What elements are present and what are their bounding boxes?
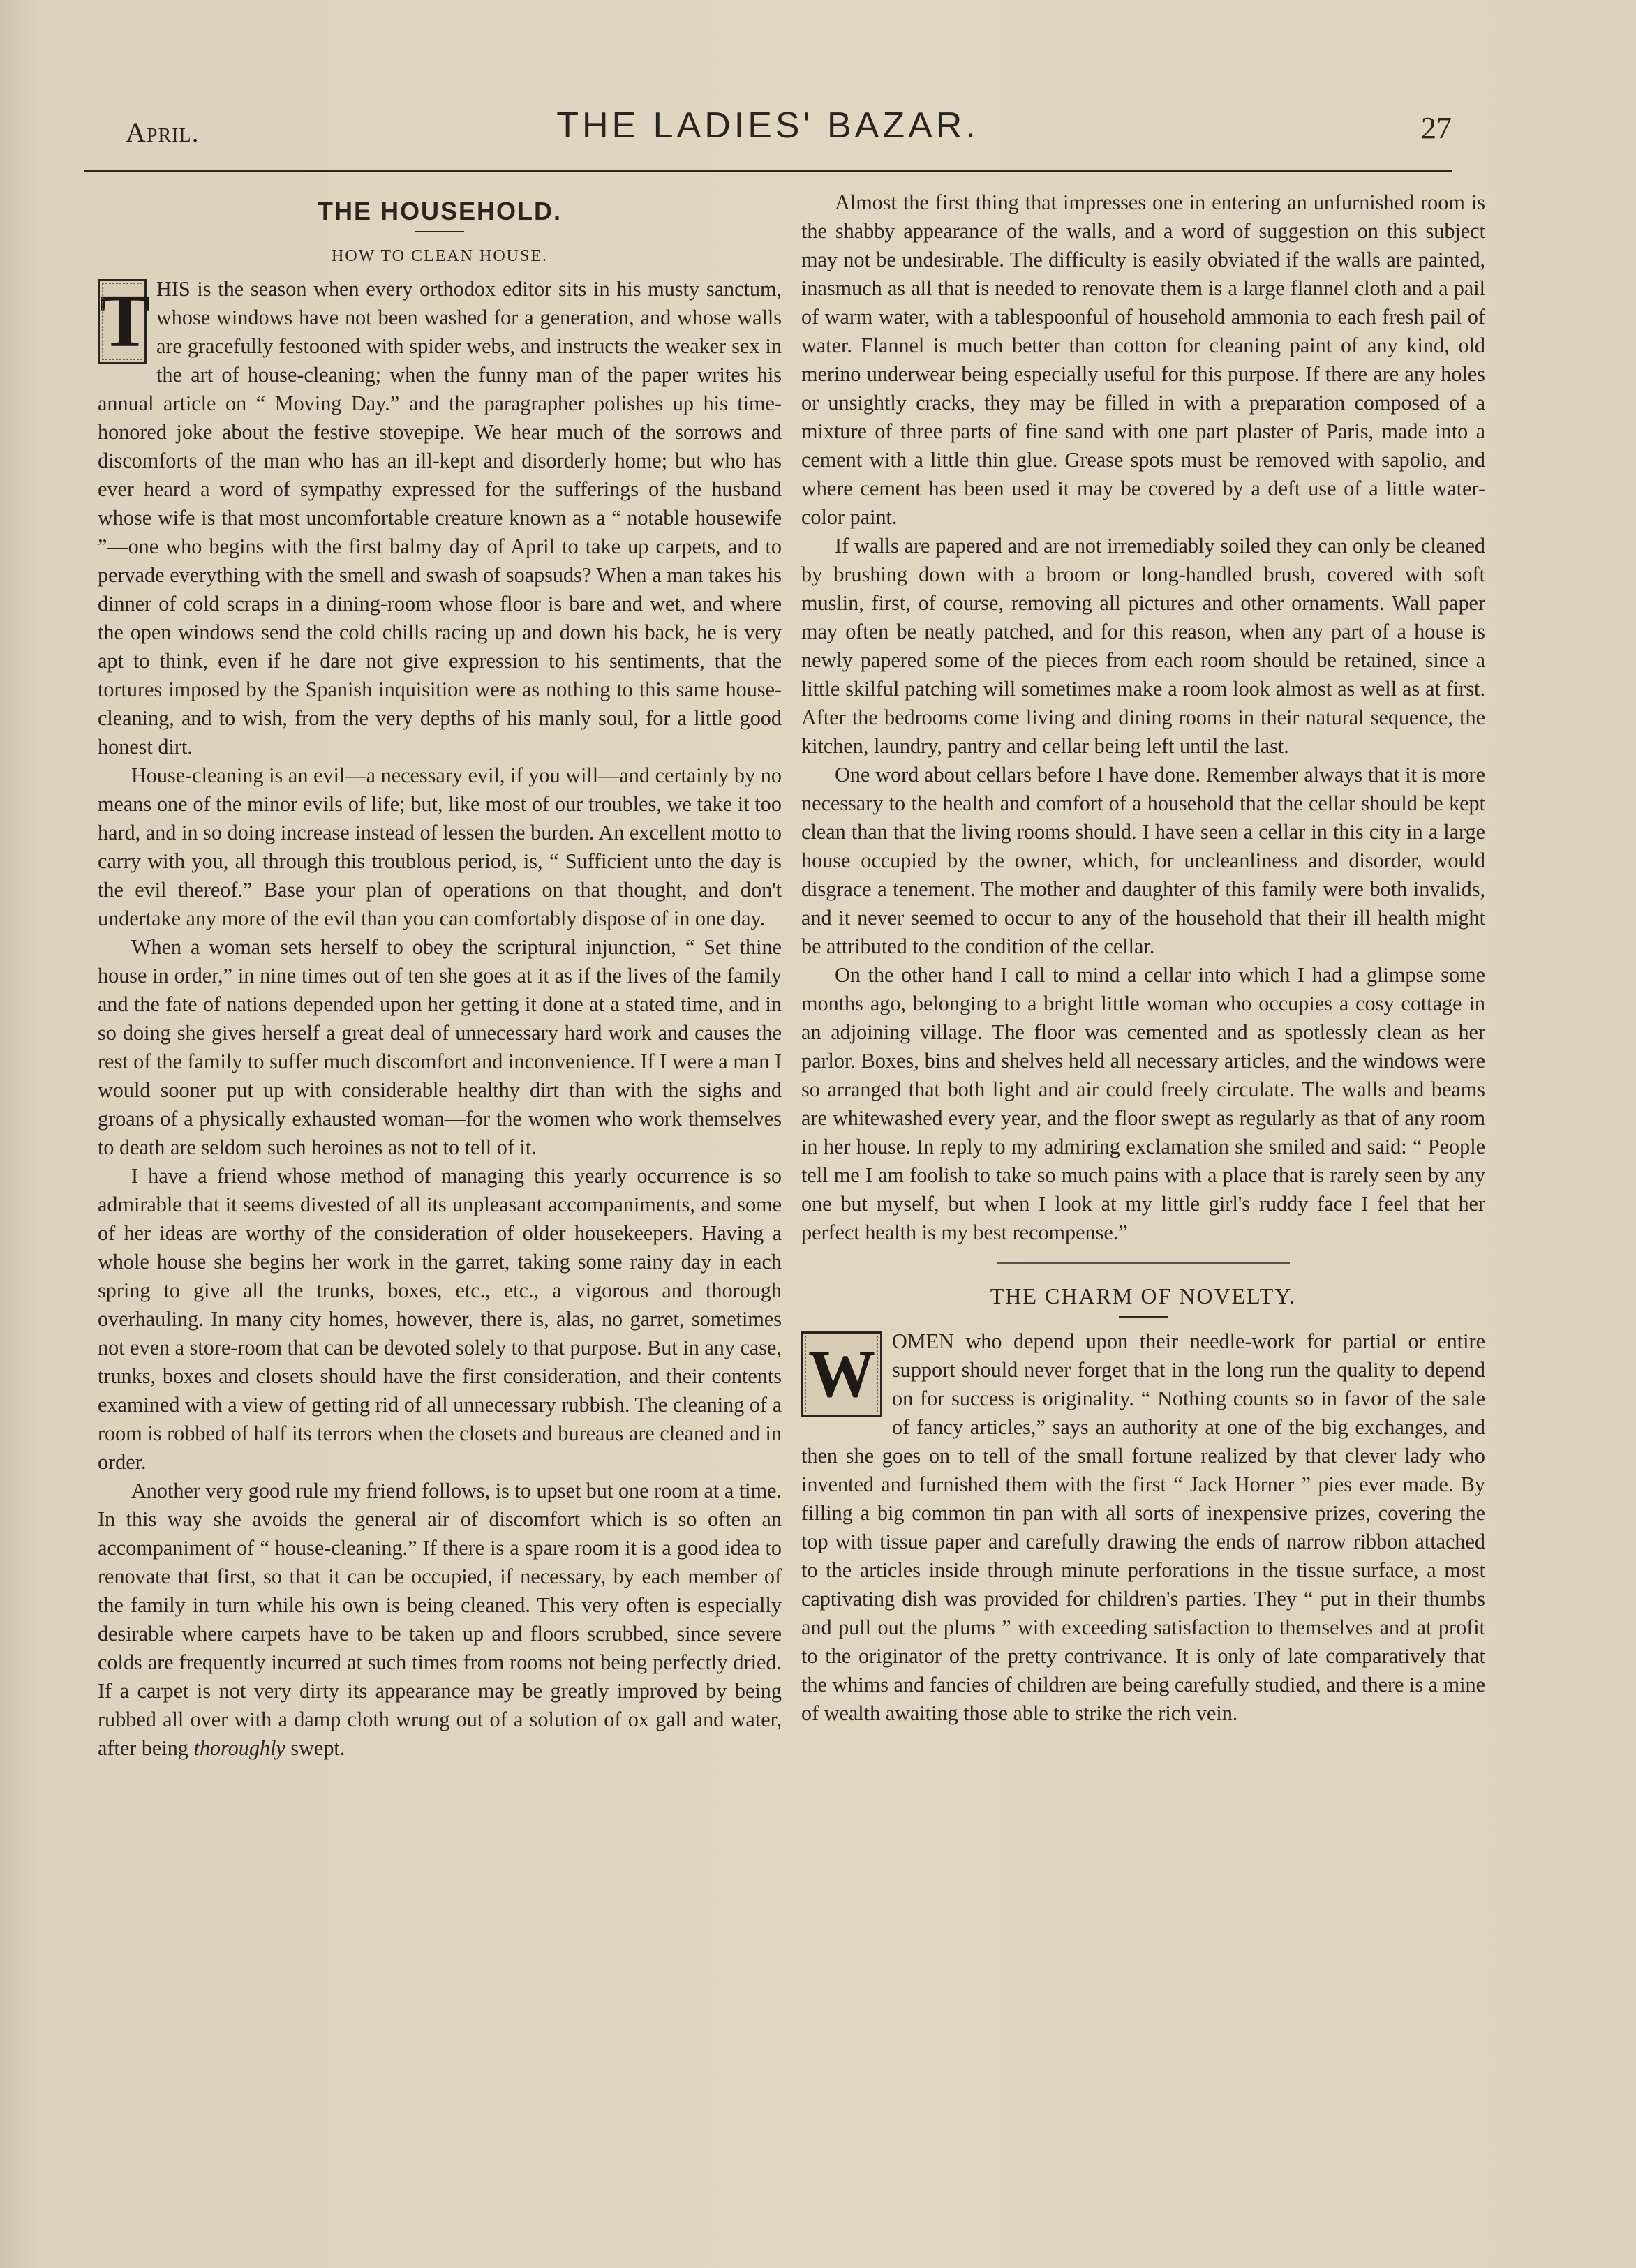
household-paragraph-7: If walls are papered and are not irremediably soiled they can only be cleaned by brushing down with a broom or long-handled brush, covered with soft muslin, first, of course, removing all pictures and other ornaments. Wall paper may often be neatly patched, and for this reason, when any part of a house is newly papered some of the pieces from each room should be retained, since a little skilful patching will sometimes make a room look almost as well as at first. After the bedrooms come living and dining rooms in their natural sequence, the kitchen, laundry, pantry and cellar being left until the last. bbox=[801, 534, 1485, 758]
page-number: 27 bbox=[1421, 111, 1452, 145]
household-title: THE HOUSEHOLD. bbox=[317, 197, 562, 225]
novelty-title: THE CHARM OF NOVELTY. bbox=[990, 1283, 1297, 1308]
right-column bbox=[801, 188, 1485, 1728]
magazine-title: THE LADIES' BAZAR. bbox=[556, 105, 979, 146]
header-rule bbox=[84, 170, 1452, 172]
household-paragraph-8: One word about cellars before I have done. Remember always that it is more necessary to the health and comfort of a household that the cellar should be kept clean than that the living rooms should. I have seen a cellar in this city in a large house occupied by the owner, which, for uncleanliness and disorder, would disgrace a tenement. The mother and daughter of this family were both invalids, and it never seemed to occur to any of the household that their ill health might be attributed to the condition of the cellar. bbox=[801, 763, 1485, 958]
household-paragraph-4: I have a friend whose method of managing this yearly occurrence is so admirable that it seems divested of all its unpleasant accompaniments, and some of her ideas are worthy of the consideration of older housekeepers. Having a whole house she begins her work in the garret, taking some rainy day in each spring to give all the trunks, boxes, etc., etc., a vigorous and thorough overhauling. In many city homes, however, there is, alas, no garret, sometimes not even a store-room that can be devoted solely to that purpose. But in any case, trunks, boxes and closets should have the first consideration, and their contents examined with a view of getting rid of all unnecessary rubbish. The cleaning of a room is robbed of half its terrors when the closets and bureaus are cleaned and in order. bbox=[98, 1164, 782, 1474]
novelty-paragraph: W OMEN who depend upon their needle-work for partial or entire support should never forget that in the long run the quality to depend on for success is originality. “ Nothing counts so in favor of the sale of fancy articles,” says an authority at one of the big exchanges, and then she goes on to tell of the small fortune realized by that clever lady who invented and furnished them with the first “ Jack Horner ” pies ever made. By filling a big common tin pan with all sorts of inexpensive prizes, covering the top with tissue paper and carefully drawing the ends of narrow ribbon attached to the articles inside through minute perforations in the tissue surface, a most captivating dish was provided for children's parties. They “ put in their thumbs and pull out the plums ” with exceeding satisfaction to themselves and at profit to the originator of the pretty contrivance. It is only of late comparatively that the whims and fancies of children are being carefully studied, and there is a mine of wealth awaiting those able to strike the rich vein. bbox=[801, 1329, 1485, 1725]
dropcap-t: T bbox=[98, 279, 147, 364]
dropcap-w: W bbox=[801, 1331, 882, 1417]
household-paragraph-1: T HIS is the season when every orthodox editor sits in his musty sanctum, whose windows have not been washed for a generation, and whose walls are gracefully festooned with spider webs, and instructs the weaker sex in the art of house-cleaning; when the funny man of the paper writes his annual article on “ Moving Day.” and the paragrapher polishes up his time-honored joke about the festive stovepipe. We hear much of the sorrows and discomforts of the man who has an ill-kept and disorderly home; but who has ever heard a word of sympathy expressed for the sufferings of the husband whose wife is that most uncomfortable creature known as a “ notable housewife ”—one who begins with the first balmy day of April to take up carpets, and to pervade everything with the smell and swash of soapsuds? When a man takes his dinner of cold scraps in a dining-room whose floor is bare and wet, and where the open windows send the cold chills racing up and down his back, he is very apt to think, even if he dare not give expression to his sentiments, that the tortures imposed by the Spanish inquisition were as nothing to this same house-cleaning, and to wish, from the very depths of his manly soul, for a little good honest dirt. bbox=[98, 277, 782, 759]
left-column bbox=[98, 188, 782, 1763]
running-head-month: April. bbox=[126, 117, 200, 148]
household-paragraph-6: Almost the first thing that impresses one in entering an unfurnished room is the shabby appearance of the walls, and a word of suggestion on this subject may not be undesirable. The difficulty is easily obviated if the walls are painted, inasmuch as all that is needed to renovate them is a large flannel cloth and a pail of warm water, with a tablespoonful of household ammonia to each fresh pail of water. Flannel is much better than cotton for cleaning paint of any kind, old merino underwear being especially useful for this purpose. If there are any holes or unsightly cracks, they may be filled in with a preparation composed of a mixture of three parts of fine sand with one part plaster of Paris, made into a cement with a little thin glue. Grease spots must be removed with sapolio, and where cement has been used it may be covered by a deft use of a little water-color paint. bbox=[801, 191, 1485, 529]
title-rule bbox=[415, 231, 464, 232]
running-head bbox=[84, 105, 1452, 161]
household-subtitle: HOW TO CLEAN HOUSE. bbox=[331, 247, 548, 265]
household-paragraph-5: Another very good rule my friend follows, is to upset but one room at a time. In this way she avoids the general air of discomfort which is so often an accompaniment of “ house-cleaning.” If there is a spare room it is a good idea to renovate that first, so that it can be occupied, if necessary, by each member of the family in turn while his own is being cleaned. This very often is especially desirable where carpets have to be taken up and floors scrubbed, since severe colds are frequently incurred at such times from rooms not being perfectly dried. If a carpet is not very dirty its appearance may be greatly improved by being rubbed all over with a damp cloth wrung out of a solution of ox gall and water, after being thoroughly swept. bbox=[98, 1479, 782, 1760]
novelty-title-rule bbox=[1119, 1316, 1168, 1318]
household-paragraph-9: On the other hand I call to mind a cellar into which I had a glimpse some months ago, belonging to a bright little woman who occupies a cosy cottage in an adjoining village. The floor was cemented and as spotlessly clean as her parlor. Boxes, bins and shelves held all necessary articles, and the windows were so arranged that both light and air could freely circulate. The walls and beams are whitewashed every year, and the floor swept as regularly as that of any room in her house. In reply to my admiring exclamation she smiled and said: “ People tell me I am foolish to take so much pains with a place that is rarely seen by any one but myself, but when I look at my little girl's ruddy face I feel that her perfect health is my best recompense.” bbox=[801, 963, 1485, 1244]
household-paragraph-2: House-cleaning is an evil—a necessary evil, if you will—and certainly by no means one of the minor evils of life; but, like most of our troubles, we take it too hard, and in so doing increase instead of lessen the burden. An excellent motto to carry with you, all through this troublous period, is, “ Sufficient unto the day is the evil thereof.” Base your plan of operations on that thought, and don't undertake any more of the evil than you can comfortably dispose of in one day. bbox=[98, 763, 782, 930]
household-paragraph-3: When a woman sets herself to obey the scriptural injunction, “ Set thine house in order,” in nine times out of ten she goes at it as if the lives of the family and the fate of nations depended upon her getting it done at a stated time, and in so doing she gives herself a great deal of unnecessary hard work and causes the rest of the family to suffer much discomfort and inconvenience. If I were a man I would sooner put up with considerable healthy dirt than with the sighs and groans of a physically exhausted woman—for the women who work themselves to death are seldom such heroines as not to tell of it. bbox=[98, 935, 782, 1159]
section-divider bbox=[997, 1262, 1290, 1264]
